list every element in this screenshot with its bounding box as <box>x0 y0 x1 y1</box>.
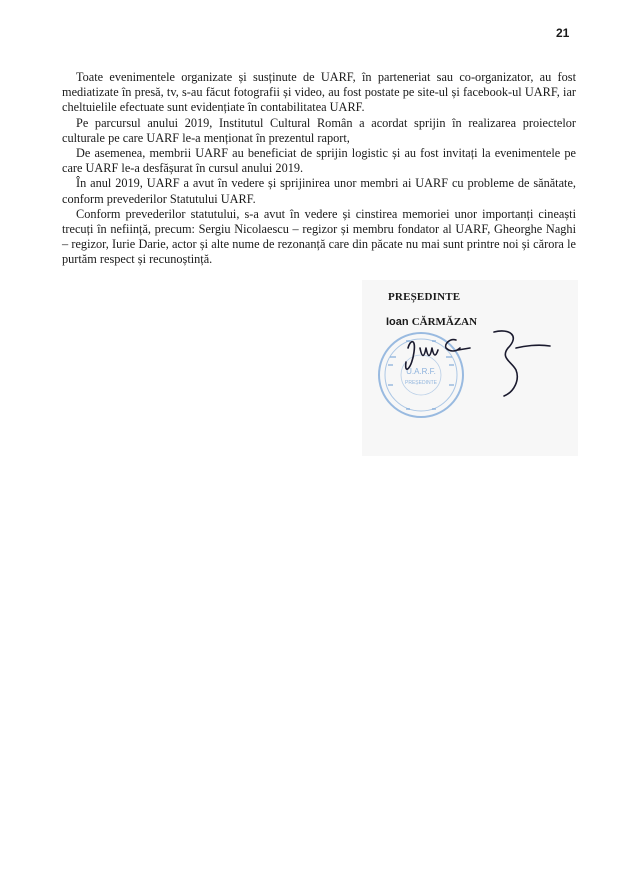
seal-center-text: U.A.R.F. <box>406 367 436 376</box>
paragraph-memorial: Conform prevederilor statutului, s-a avut în vedere și cinstirea memoriei unor importanți cineaști trecuți în neființă, precum: Sergiu Nicolaescu – regizor și membru fondator al UARF, Gheorghe Naghi – regizor, Iurie Darie, actor și alte nume de rezonanță care din păcate nu mai sunt printre noi și cărora le purtăm respect și recunoștință. <box>62 206 576 267</box>
signatory-title: PREȘEDINTE <box>388 291 461 303</box>
signatory-first-name: Ioan <box>386 316 409 328</box>
paragraph-logistic-support: De asemenea, membrii UARF au beneficiat de sprijin logistic și au fost invitați la evenimentele pe care UARF le-a desfășurat în cursul anului 2019. <box>62 146 576 176</box>
paragraph-icr-support: Pe parcursul anului 2019, Institutul Cultural Român a acordat sprijin în realizarea proiectelor culturale pe care UARF le-a menționat în prezentul raport, <box>62 115 576 145</box>
handwritten-signature <box>400 318 560 408</box>
page-number: 21 <box>556 26 570 40</box>
paragraph-media-coverage: Toate evenimentele organizate și susținute de UARF, în parteneriat sau co-organizator, au fost mediatizate în presă, tv, s-au făcut fotografii și video, au fost postate pe site-ul și facebook-ul UARF, iar cheltuielile efectuate sunt evidențiate în contabilitatea UARF. <box>62 70 576 115</box>
report-body <box>62 70 576 268</box>
signatory-surname: CĂRMĂZAN <box>411 316 478 328</box>
seal-sub-text: PREȘEDINTE <box>405 380 437 386</box>
paragraph-health-support: În anul 2019, UARF a avut în vedere și sprijinirea unor membri ai UARF cu probleme de sănătate, conform prevederilor Statutului UARF. <box>62 176 576 206</box>
